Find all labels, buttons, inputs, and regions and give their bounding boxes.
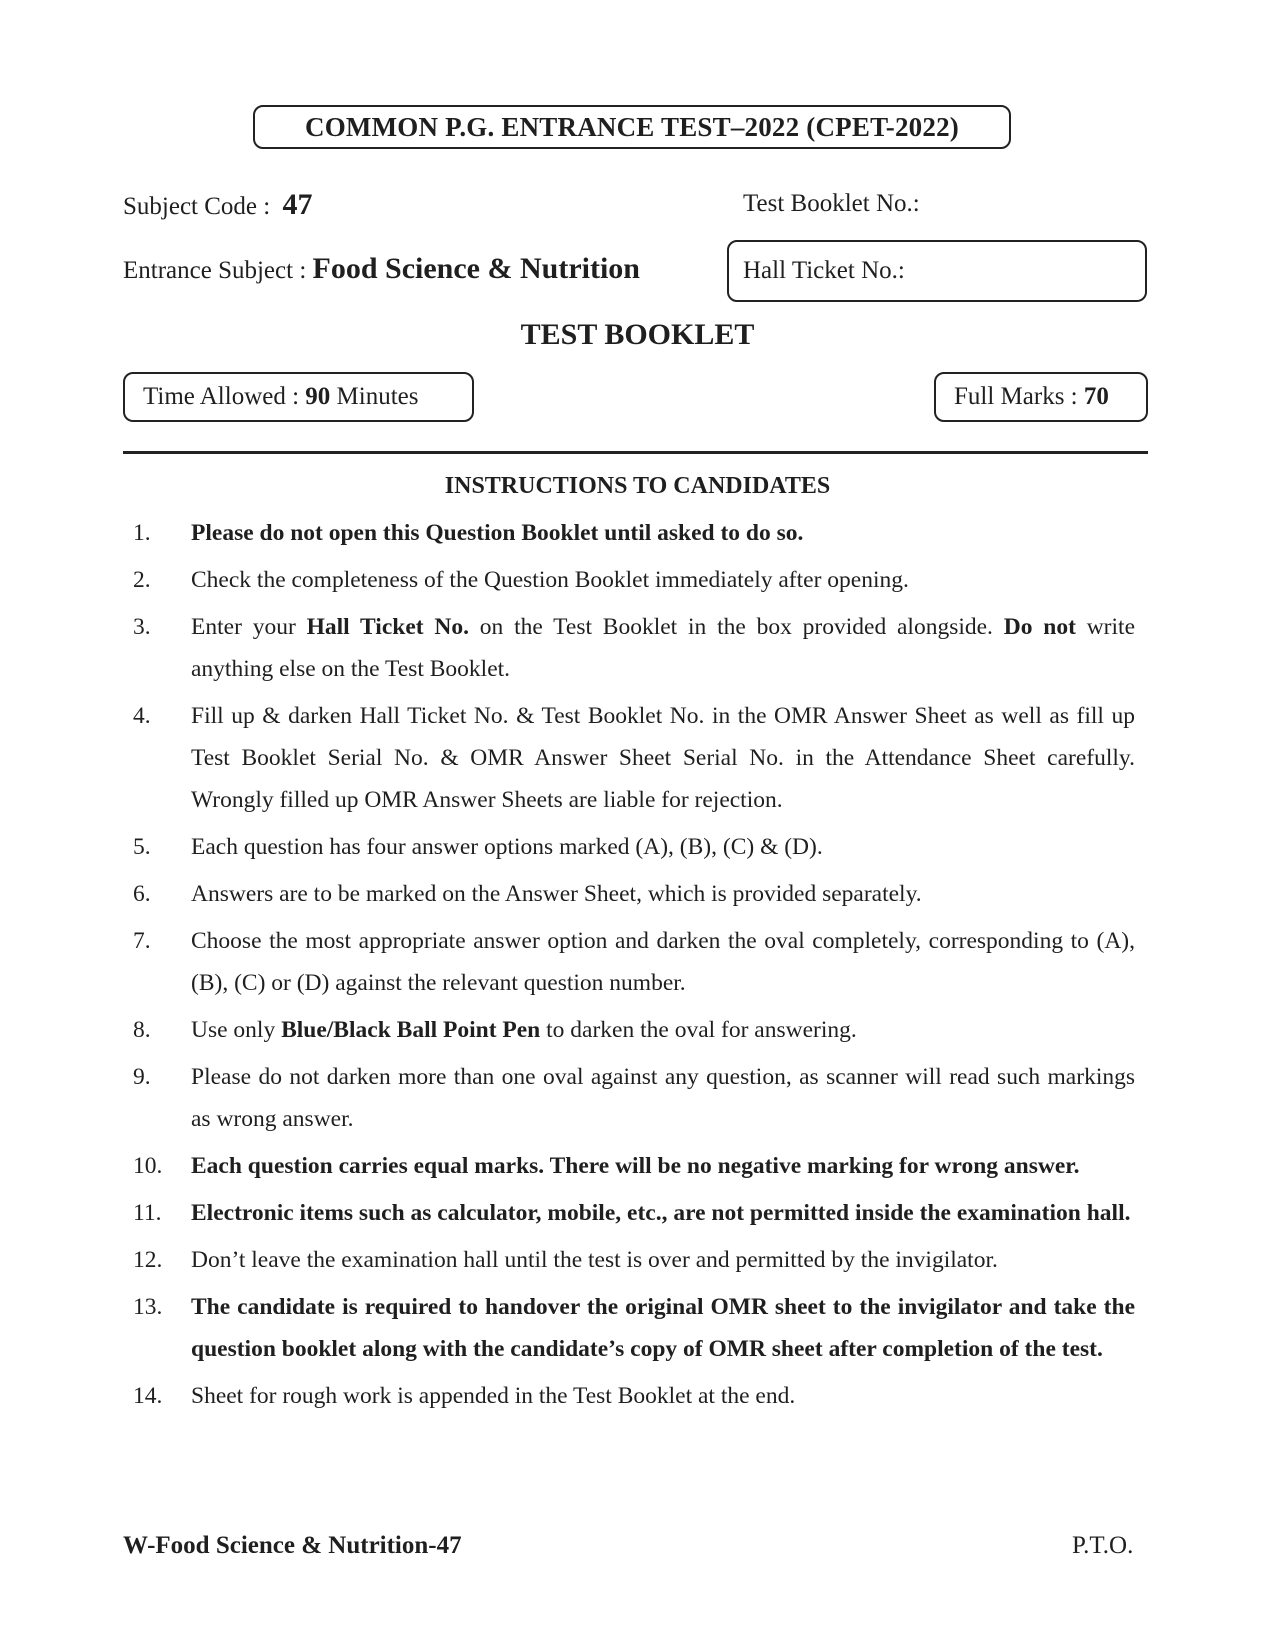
instruction-number: 5. — [133, 834, 151, 860]
instruction-number: 4. — [133, 703, 151, 729]
exam-title: COMMON P.G. ENTRANCE TEST–2022 (CPET-2022) — [305, 111, 959, 142]
instruction-text — [191, 1239, 1135, 1281]
instruction-text — [191, 1286, 1135, 1370]
instruction-number: 8. — [133, 1017, 151, 1043]
instruction-text — [191, 1375, 1135, 1417]
instruction-text-bold: Please do not open this Question Booklet until asked to do so. — [191, 520, 804, 546]
hall-ticket-box[interactable] — [727, 240, 1147, 302]
instruction-text-bold: Do not — [1003, 614, 1076, 640]
entrance-subject — [123, 252, 640, 286]
instruction-text-part: to darken the oval for answering. — [540, 1017, 857, 1043]
instruction-text — [191, 559, 1135, 601]
time-allowed-label: Time Allowed : — [143, 383, 300, 410]
instructions-list — [123, 512, 1135, 1422]
instruction-number: 3. — [133, 614, 151, 640]
instruction-item — [123, 873, 1135, 915]
instruction-text-bold: Blue/Black Ball Point Pen — [281, 1017, 541, 1043]
instruction-text — [191, 920, 1135, 1004]
instruction-item — [123, 920, 1135, 1004]
instruction-text-bold: The candidate is required to handover the original OMR sheet to the invigilator and take the question booklet along with the candidate’s copy of OMR sheet after completion of the test. — [191, 1294, 1135, 1362]
entrance-subject-value: Food Science & Nutrition — [312, 252, 640, 285]
entrance-subject-label: Entrance Subject : — [123, 257, 307, 284]
instruction-item — [123, 606, 1135, 690]
subject-code — [123, 188, 312, 222]
instruction-text-part: Fill up & darken Hall Ticket No. & Test Booklet No. in the OMR Answer Sheet as well as fill up Test Booklet Serial No. & OMR Answer Sheet Serial No. in the Attendance Sheet carefully. Wrongly filled up OMR Answer Sheets are liable for rejection. — [191, 703, 1135, 813]
instruction-item — [123, 1145, 1135, 1187]
instruction-item — [123, 1239, 1135, 1281]
instruction-text — [191, 1192, 1135, 1234]
instruction-text — [191, 1145, 1135, 1187]
instruction-text-part: Enter your — [191, 614, 307, 640]
test-booklet-no-label: Test Booklet No.: — [743, 190, 920, 217]
instruction-item — [123, 559, 1135, 601]
instruction-number: 13. — [133, 1294, 163, 1320]
instruction-item — [123, 1056, 1135, 1140]
instruction-item — [123, 1375, 1135, 1417]
time-allowed-unit: Minutes — [336, 383, 419, 410]
instruction-text — [191, 1009, 1135, 1051]
exam-title-box — [253, 105, 1011, 149]
instruction-number: 9. — [133, 1064, 151, 1090]
subject-code-label: Subject Code : — [123, 193, 271, 220]
instruction-number: 11. — [133, 1200, 162, 1226]
instruction-text-part: Use only — [191, 1017, 282, 1043]
instruction-text — [191, 826, 1135, 868]
footer-pto: P.T.O. — [1072, 1532, 1134, 1559]
instruction-text — [191, 512, 1135, 554]
instruction-text-part: write anything else on the Test Booklet. — [191, 614, 1135, 682]
instruction-number: 6. — [133, 881, 151, 907]
instruction-text-part: on the Test Booklet in the box provided alongside. — [468, 614, 1004, 640]
instruction-text — [191, 1056, 1135, 1140]
instruction-text-bold: Electronic items such as calculator, mobile, etc., are not permitted inside the examination hall. — [191, 1200, 1131, 1226]
instruction-text-bold: Each question carries equal marks. There will be no negative marking for wrong answer. — [191, 1153, 1080, 1179]
instruction-number: 2. — [133, 567, 151, 593]
full-marks-label: Full Marks : — [954, 383, 1078, 410]
booklet-title: TEST BOOKLET — [520, 318, 755, 351]
instruction-text-part: Please do not darken more than one oval against any question, as scanner will read such markings as wrong answer. — [191, 1064, 1135, 1132]
full-marks-value: 70 — [1083, 383, 1109, 410]
instruction-text-part: Don’t leave the examination hall until the test is over and permitted by the invigilator. — [191, 1247, 998, 1273]
hall-ticket-label: Hall Ticket No.: — [743, 257, 905, 284]
instruction-item — [123, 1009, 1135, 1051]
instruction-number: 1. — [133, 520, 151, 546]
instruction-item — [123, 1286, 1135, 1370]
full-marks-box — [934, 372, 1148, 422]
instructions-heading: INSTRUCTIONS TO CANDIDATES — [444, 473, 831, 499]
instruction-item — [123, 1192, 1135, 1234]
instruction-item — [123, 695, 1135, 821]
instruction-text-part: Answers are to be marked on the Answer Sheet, which is provided separately. — [191, 881, 922, 907]
instruction-item — [123, 512, 1135, 554]
instruction-number: 14. — [133, 1383, 163, 1409]
instruction-text-part: Each question has four answer options marked (A), (B), (C) & (D). — [191, 834, 823, 860]
subject-code-value: 47 — [282, 188, 313, 221]
instruction-number: 7. — [133, 928, 151, 954]
instruction-text-part: Choose the most appropriate answer option and darken the oval completely, corresponding to (A), (B), (C) or (D) against the relevant question number. — [191, 928, 1135, 996]
instruction-text — [191, 606, 1135, 690]
divider-rule — [123, 451, 1148, 454]
test-booklet-no — [743, 190, 920, 218]
instruction-text — [191, 695, 1135, 821]
time-allowed-value: 90 — [305, 383, 331, 410]
instruction-text-part: Sheet for rough work is appended in the Test Booklet at the end. — [191, 1383, 796, 1409]
instruction-text-bold: Hall Ticket No. — [306, 614, 469, 640]
instruction-text-part: Check the completeness of the Question Booklet immediately after opening. — [191, 567, 909, 593]
instruction-text — [191, 873, 1135, 915]
footer-subject: W-Food Science & Nutrition-47 — [123, 1532, 462, 1559]
instruction-item — [123, 826, 1135, 868]
instruction-number: 12. — [133, 1247, 163, 1273]
time-allowed-box — [123, 372, 474, 422]
instruction-number: 10. — [133, 1153, 163, 1179]
